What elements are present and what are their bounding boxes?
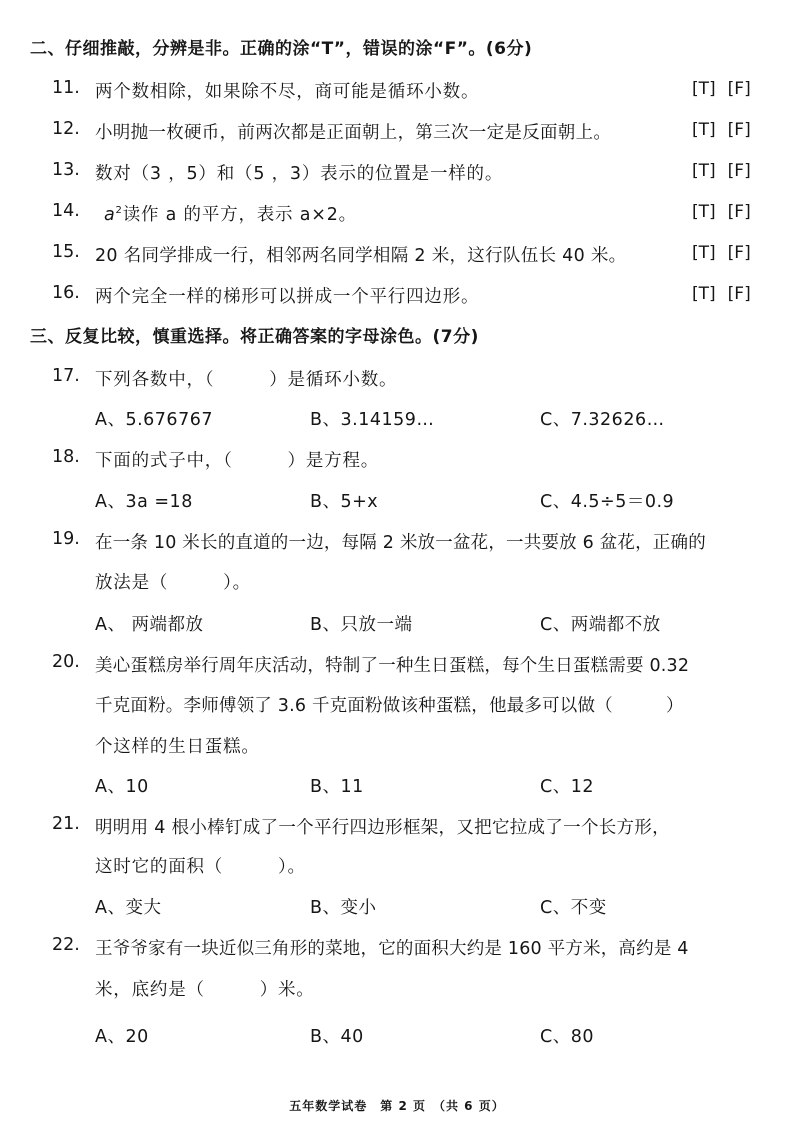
false-option[interactable]: [F] xyxy=(727,79,751,99)
question-text-line-3: 个这样的生日蛋糕。 xyxy=(95,737,260,757)
question-text: 下面的式子中，（ ）是方程。 xyxy=(95,451,380,471)
tf-options xyxy=(680,161,751,181)
section-2-title: 二、仔细推敲，分辨是非。正确的涂“T”，错误的涂“F”。(6分) xyxy=(30,39,533,59)
page-footer: 五年数学试卷 第 2 页 （共 6 页） xyxy=(289,1099,505,1113)
option-c[interactable]: C、7.32626… xyxy=(540,410,665,430)
question-text-rest: 读作 a 的平方，表示 a×2。 xyxy=(122,205,357,225)
question-number: 21. xyxy=(52,814,80,834)
tf-options xyxy=(680,120,751,140)
true-option[interactable]: [T] xyxy=(692,79,716,99)
variable-a: a xyxy=(104,205,116,225)
question-number: 19. xyxy=(52,529,80,549)
question-number: 17. xyxy=(52,366,80,386)
true-option[interactable]: [T] xyxy=(692,161,716,181)
option-b[interactable]: B、11 xyxy=(310,777,364,797)
question-text-line-2: 这时它的面积（ ）。 xyxy=(95,857,306,877)
option-b[interactable]: B、40 xyxy=(310,1027,364,1047)
tf-options xyxy=(680,284,751,304)
question-text-line-1: 在一条 10 米长的直道的一边，每隔 2 米放一盆花，一共要放 6 盆花，正确的 xyxy=(95,533,706,553)
question-text: 数对（3 ，5）和（5 ，3）表示的位置是一样的。 xyxy=(95,164,504,184)
false-option[interactable]: [F] xyxy=(727,284,751,304)
question-text-line-2: 米，底约是（ ）米。 xyxy=(95,980,315,1000)
option-a[interactable]: A、10 xyxy=(95,777,149,797)
question-number: 15. xyxy=(52,242,80,262)
false-option[interactable]: [F] xyxy=(727,202,751,222)
question-text xyxy=(104,201,357,226)
question-text-line-2: 千克面粉。李师傅领了 3.6 千克面粉做该种蛋糕，他最多可以做（ ） xyxy=(95,696,684,716)
question-number: 20. xyxy=(52,652,80,672)
tf-options xyxy=(680,243,751,263)
question-text: 两个完全一样的梯形可以拼成一个平行四边形。 xyxy=(95,287,480,307)
question-number: 22. xyxy=(52,935,80,955)
question-text-line-2: 放法是（ ）。 xyxy=(95,573,251,593)
option-b[interactable]: B、3.14159… xyxy=(310,410,435,430)
option-c[interactable]: C、80 xyxy=(540,1027,594,1047)
option-c[interactable]: C、不变 xyxy=(540,898,607,918)
option-c[interactable]: C、两端都不放 xyxy=(540,615,661,635)
question-number: 11. xyxy=(52,78,80,98)
question-number: 13. xyxy=(52,160,80,180)
true-option[interactable]: [T] xyxy=(692,243,716,263)
question-number: 16. xyxy=(52,283,80,303)
option-c[interactable]: C、4.5÷5＝0.9 xyxy=(540,492,675,512)
question-text-line-1: 美心蛋糕房举行周年庆活动，特制了一种生日蛋糕，每个生日蛋糕需要 0.32 xyxy=(95,656,690,676)
question-text: 下列各数中，（ ）是循环小数。 xyxy=(95,370,398,390)
true-option[interactable]: [T] xyxy=(692,202,716,222)
section-3-title: 三、反复比较，慎重选择。将正确答案的字母涂色。(7分) xyxy=(30,327,479,347)
option-b[interactable]: B、5+x xyxy=(310,492,379,512)
option-a[interactable]: A、3a =18 xyxy=(95,492,193,512)
question-text: 20 名同学排成一行，相邻两名同学相隔 2 米，这行队伍长 40 米。 xyxy=(95,246,627,266)
false-option[interactable]: [F] xyxy=(727,243,751,263)
question-text-line-1: 王爷爷家有一块近似三角形的菜地，它的面积大约是 160 平方米，高约是 4 xyxy=(95,939,689,959)
option-a[interactable]: A、 两端都放 xyxy=(95,615,204,635)
question-text: 小明抛一枚硬币，前两次都是正面朝上，第三次一定是反面朝上。 xyxy=(95,123,612,143)
true-option[interactable]: [T] xyxy=(692,120,716,140)
option-c[interactable]: C、12 xyxy=(540,777,594,797)
true-option[interactable]: [T] xyxy=(692,284,716,304)
question-number: 12. xyxy=(52,119,80,139)
tf-options xyxy=(680,202,751,222)
option-b[interactable]: B、只放一端 xyxy=(310,615,413,635)
question-text: 两个数相除，如果除不尽，商可能是循环小数。 xyxy=(95,82,480,102)
tf-options xyxy=(680,79,751,99)
option-a[interactable]: A、5.676767 xyxy=(95,410,213,430)
question-number: 18. xyxy=(52,447,80,467)
question-text-line-1: 明明用 4 根小棒钉成了一个平行四边形框架，又把它拉成了一个长方形， xyxy=(95,818,670,838)
option-b[interactable]: B、变小 xyxy=(310,898,377,918)
option-a[interactable]: A、20 xyxy=(95,1027,149,1047)
question-number: 14. xyxy=(52,201,80,221)
exponent: 2 xyxy=(115,205,123,217)
false-option[interactable]: [F] xyxy=(727,120,751,140)
false-option[interactable]: [F] xyxy=(727,161,751,181)
option-a[interactable]: A、变大 xyxy=(95,898,162,918)
